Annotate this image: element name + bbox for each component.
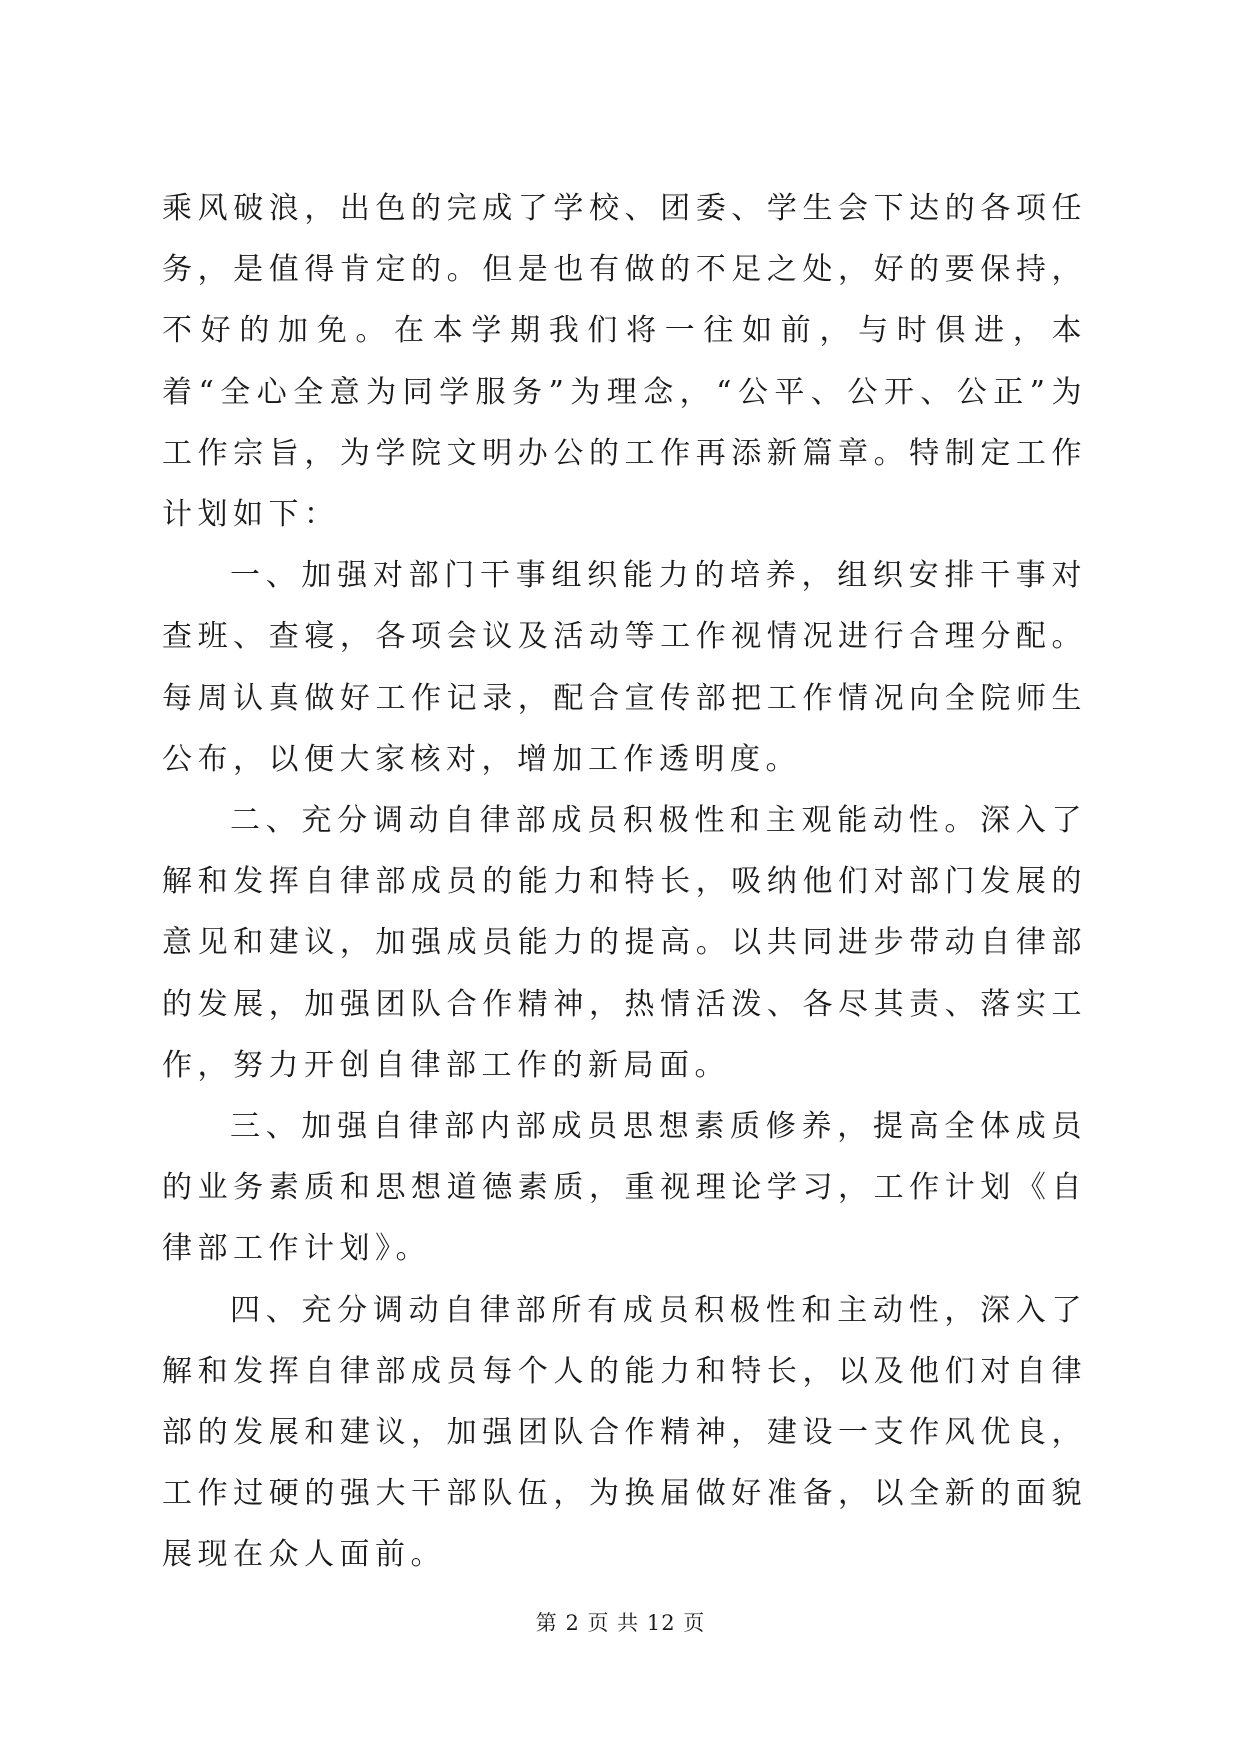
paragraph-item-2: 二、充分调动自律部成员积极性和主观能动性。深入了解和发挥自律部成员的能力和特长，吸纳他们对部门发展的意见和建议，加强成员能力的提高。以共同进步带动自律部的发展，加强团队合作精神，热情活泼、各尽其责、落实工作，努力开创自律部工作的新局面。	[162, 803, 1087, 1083]
paragraph-item-3: 三、加强自律部内部成员思想素质修养，提高全体成员的业务素质和思想道德素质，重视理论学习，工作计划《自律部工作计划》。	[162, 1109, 1087, 1267]
page-number-footer: 第 2 页 共 12 页	[535, 1611, 706, 1635]
paragraph-item-4: 四、充分调动自律部所有成员积极性和主动性，深入了解和发挥自律部成员每个人的能力和特长，以及他们对自律部的发展和建议，加强团队合作精神，建设一支作风优良，工作过硬的强大干部队伍，为换届做好准备，以全新的面貌展现在众人面前。	[162, 1292, 1087, 1573]
paragraph-item-1: 一、加强对部门干事组织能力的培养，组织安排干事对查班、查寝，各项会议及活动等工作视情况进行合理分配。每周认真做好工作记录，配合宣传部把工作情况向全院师生公布，以便大家核对，增加工作透明度。	[162, 558, 1087, 777]
paragraph-intro: 乘风破浪，出色的完成了学校、团委、学生会下达的各项任务，是值得肯定的。但是也有做的不足之处，好的要保持，不好的加免。在本学期我们将一往如前，与时俱进，本着“全心全意为同学服务”为理念，“公平、公开、公正”为工作宗旨，为学院文明办公的工作再添新篇章。特制定工作计划如下：	[162, 191, 1087, 533]
document-body	[162, 178, 1087, 1586]
